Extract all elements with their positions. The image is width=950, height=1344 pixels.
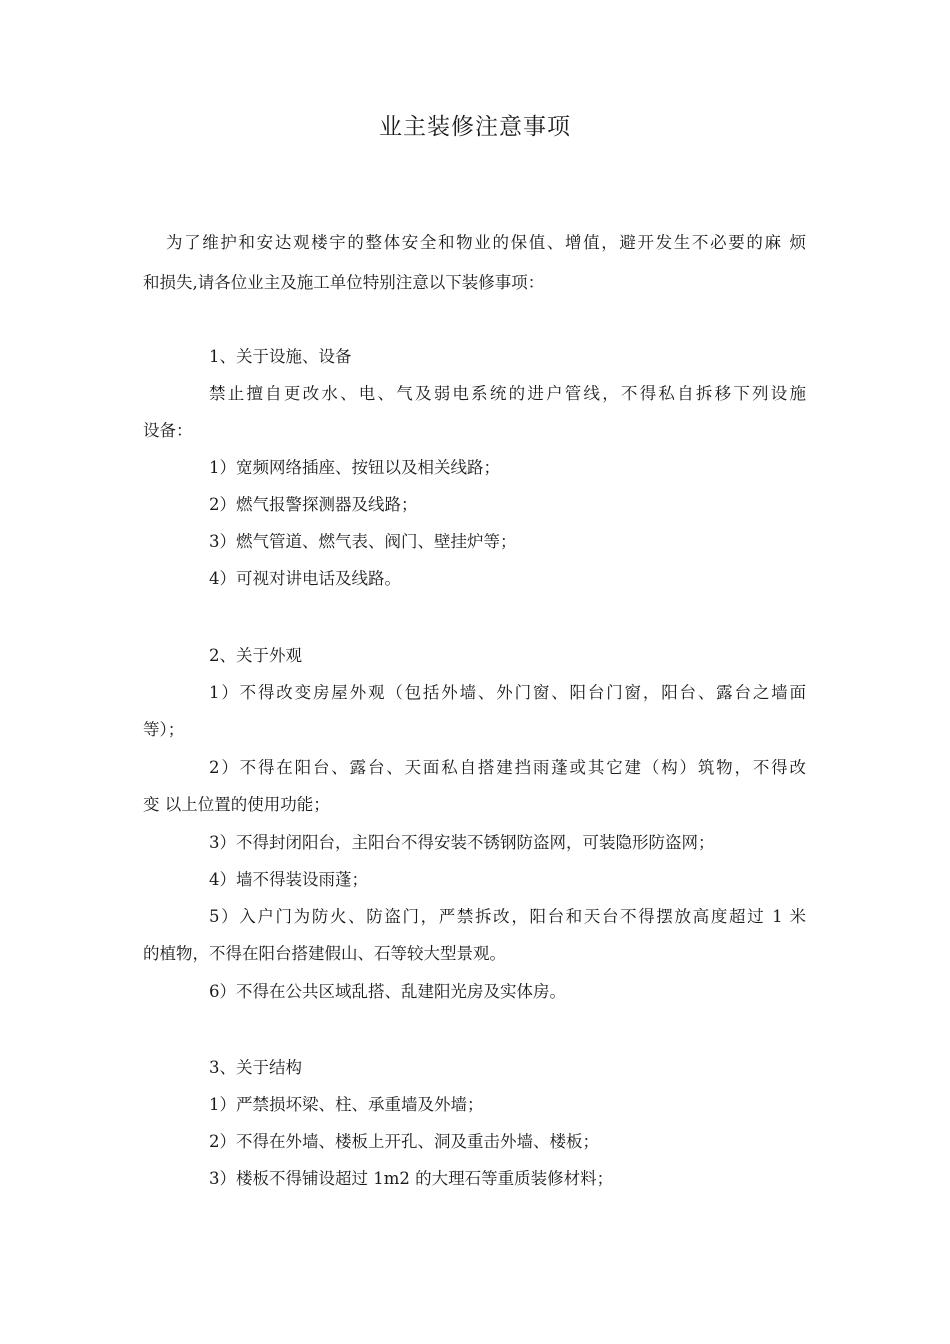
section-2-item-5-line-1: 5）入户门为防火、防盗门，严禁拆改，阳台和天台不得摆放高度超过 1 米 (209, 907, 806, 926)
section-3-heading: 3、关于结构 (209, 1058, 302, 1077)
section-2-item-1-line-2: 等）； (143, 720, 185, 739)
section-2-item-5-line-2: 的植物，不得在阳台搭建假山、石等较大型景观。 (143, 944, 506, 963)
intro-line-2: 和损失,请各位业主及施工单位特别注意以下装修事项： (143, 273, 545, 292)
section-2-item-4: 4）墙不得装设雨蓬； (209, 870, 368, 889)
section-1-lead-line-1: 禁止擅自更改水、电、气及弱电系统的进户管线，不得私自拆移下列设施 (209, 384, 806, 403)
section-2-heading: 2、关于外观 (209, 646, 302, 665)
section-2-item-2-line-2: 变 以上位置的使用功能； (143, 795, 330, 814)
section-1-item: 2）燃气报警探测器及线路； (209, 495, 418, 514)
section-2-item-6: 6）不得在公共区域乱搭、乱建阳光房及实体房。 (209, 982, 566, 1001)
section-3-item: 1）严禁损坏梁、柱、承重墙及外墙； (209, 1095, 484, 1114)
section-1-heading: 1、关于设施、设备 (209, 347, 352, 366)
section-2-item-3: 3）不得封闭阳台，主阳台不得安装不锈钢防盗网，可装隐形防盗网； (209, 833, 715, 852)
section-3-item: 3）楼板不得铺设超过 1m2 的大理石等重质装修材料； (209, 1169, 614, 1188)
section-3-item: 2）不得在外墙、楼板上开孔、洞及重击外墙、楼板； (209, 1132, 599, 1151)
document-title: 业主装修注意事项 (379, 114, 571, 140)
section-2-item-1-line-1: 1）不得改变房屋外观（包括外墙、外门窗、阳台门窗，阳台、露台之墙面 (209, 683, 806, 702)
section-2-item-2-line-1: 2）不得在阳台、露台、天面私自搭建挡雨蓬或其它建（构）筑物，不得改 (209, 758, 806, 777)
intro-line-1: 为了维护和安达观楼宇的整体安全和物业的保值、增值，避开发生不必要的麻 烦 (166, 233, 806, 252)
section-1-item: 4）可视对讲电话及线路。 (209, 569, 401, 588)
section-1-item: 1）宽频网络插座、按钮以及相关线路； (209, 458, 500, 477)
section-1-item: 3）燃气管道、燃气表、阀门、壁挂炉等； (209, 532, 517, 551)
section-1-lead-line-2: 设备： (143, 421, 193, 440)
